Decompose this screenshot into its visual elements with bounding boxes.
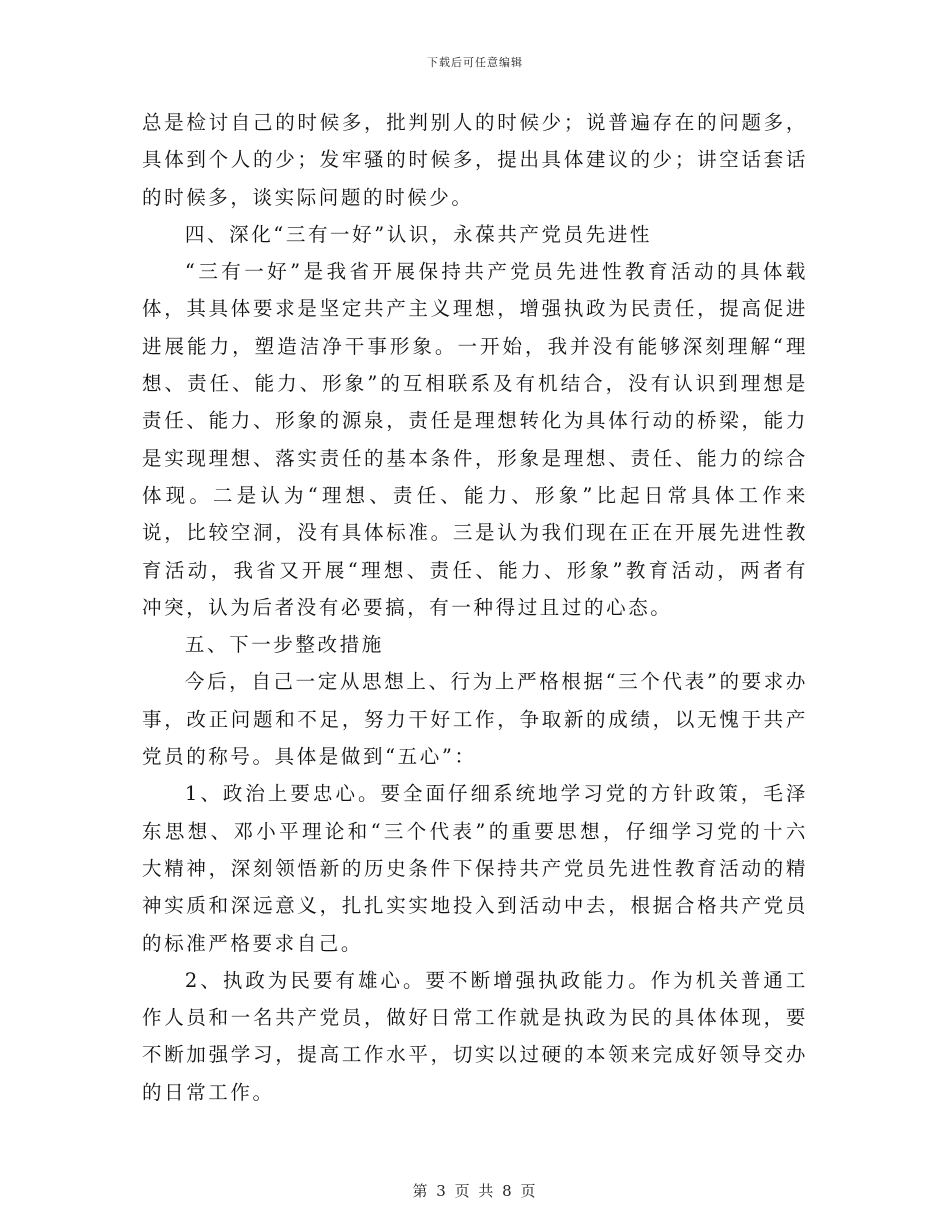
paragraph-item-one: 1、政治上要忠心。要全面仔细系统地学习党的方针政策，毛泽东思想、邓小平理论和“三个代表”的重要思想，仔细学习党的十六大精神，深刻领悟新的历史条件下保持共产党员先进性教育活动的精神实质和深远意义，扎扎实实地投入到活动中去，根据合格共产党员的标准严格要求自己。 bbox=[142, 782, 808, 955]
section-heading-five: 五、下一步整改措施 bbox=[184, 633, 384, 657]
page-footer: 第 3 页 共 8 页 bbox=[412, 1182, 538, 1200]
paragraph-future-plan: 今后，自己一定从思想上、行为上严格根据“三个代表”的要求办事，改正问题和不足，努力干好工作，争取新的成绩，以无愧于共产党员的称号。具体是做到“五心”： bbox=[142, 670, 808, 769]
paragraph-continuation: 总是检讨自己的时候多，批判别人的时候少；说普遍存在的问题多，具体到个人的少；发牢骚的时候多，提出具体建议的少；讲空话套话的时候多，谈实际问题的时候少。 bbox=[142, 111, 808, 209]
page-header: 下载后可任意编辑 bbox=[427, 56, 523, 69]
paragraph-three-one-good: “三有一好”是我省开展保持共产党员先进性教育活动的具体载体，其具体要求是坚定共产主义理想，增强执政为民责任，提高促进进展能力，塑造洁净干事形象。一开始，我并没有能够深刻理解“理想、责任、能力、形象”的互相联系及有机结合，没有认识到理想是责任、能力、形象的源泉，责任是理想转化为具体行动的桥梁，能力是实现理想、落实责任的基本条件，形象是理想、责任、能力的综合体现。二是认为“理想、责任、能力、形象”比起日常具体工作来说，比较空洞，没有具体标准。三是认为我们现在正在开展先进性教育活动，我省又开展“理想、责任、能力、形象”教育活动，两者有冲突，认为后者没有必要搞，有一种得过且过的心态。 bbox=[142, 260, 808, 619]
document-body bbox=[142, 104, 808, 1111]
section-heading-four: 四、深化“三有一好”认识，永葆共产党员先进性 bbox=[184, 222, 653, 246]
paragraph-item-two: 2、执政为民要有雄心。要不断增强执政能力。作为机关普通工作人员和一名共产党员，做好日常工作就是执政为民的具体体现，要不断加强学习，提高工作水平，切实以过硬的本领来完成好领导交办的日常工作。 bbox=[142, 968, 808, 1104]
